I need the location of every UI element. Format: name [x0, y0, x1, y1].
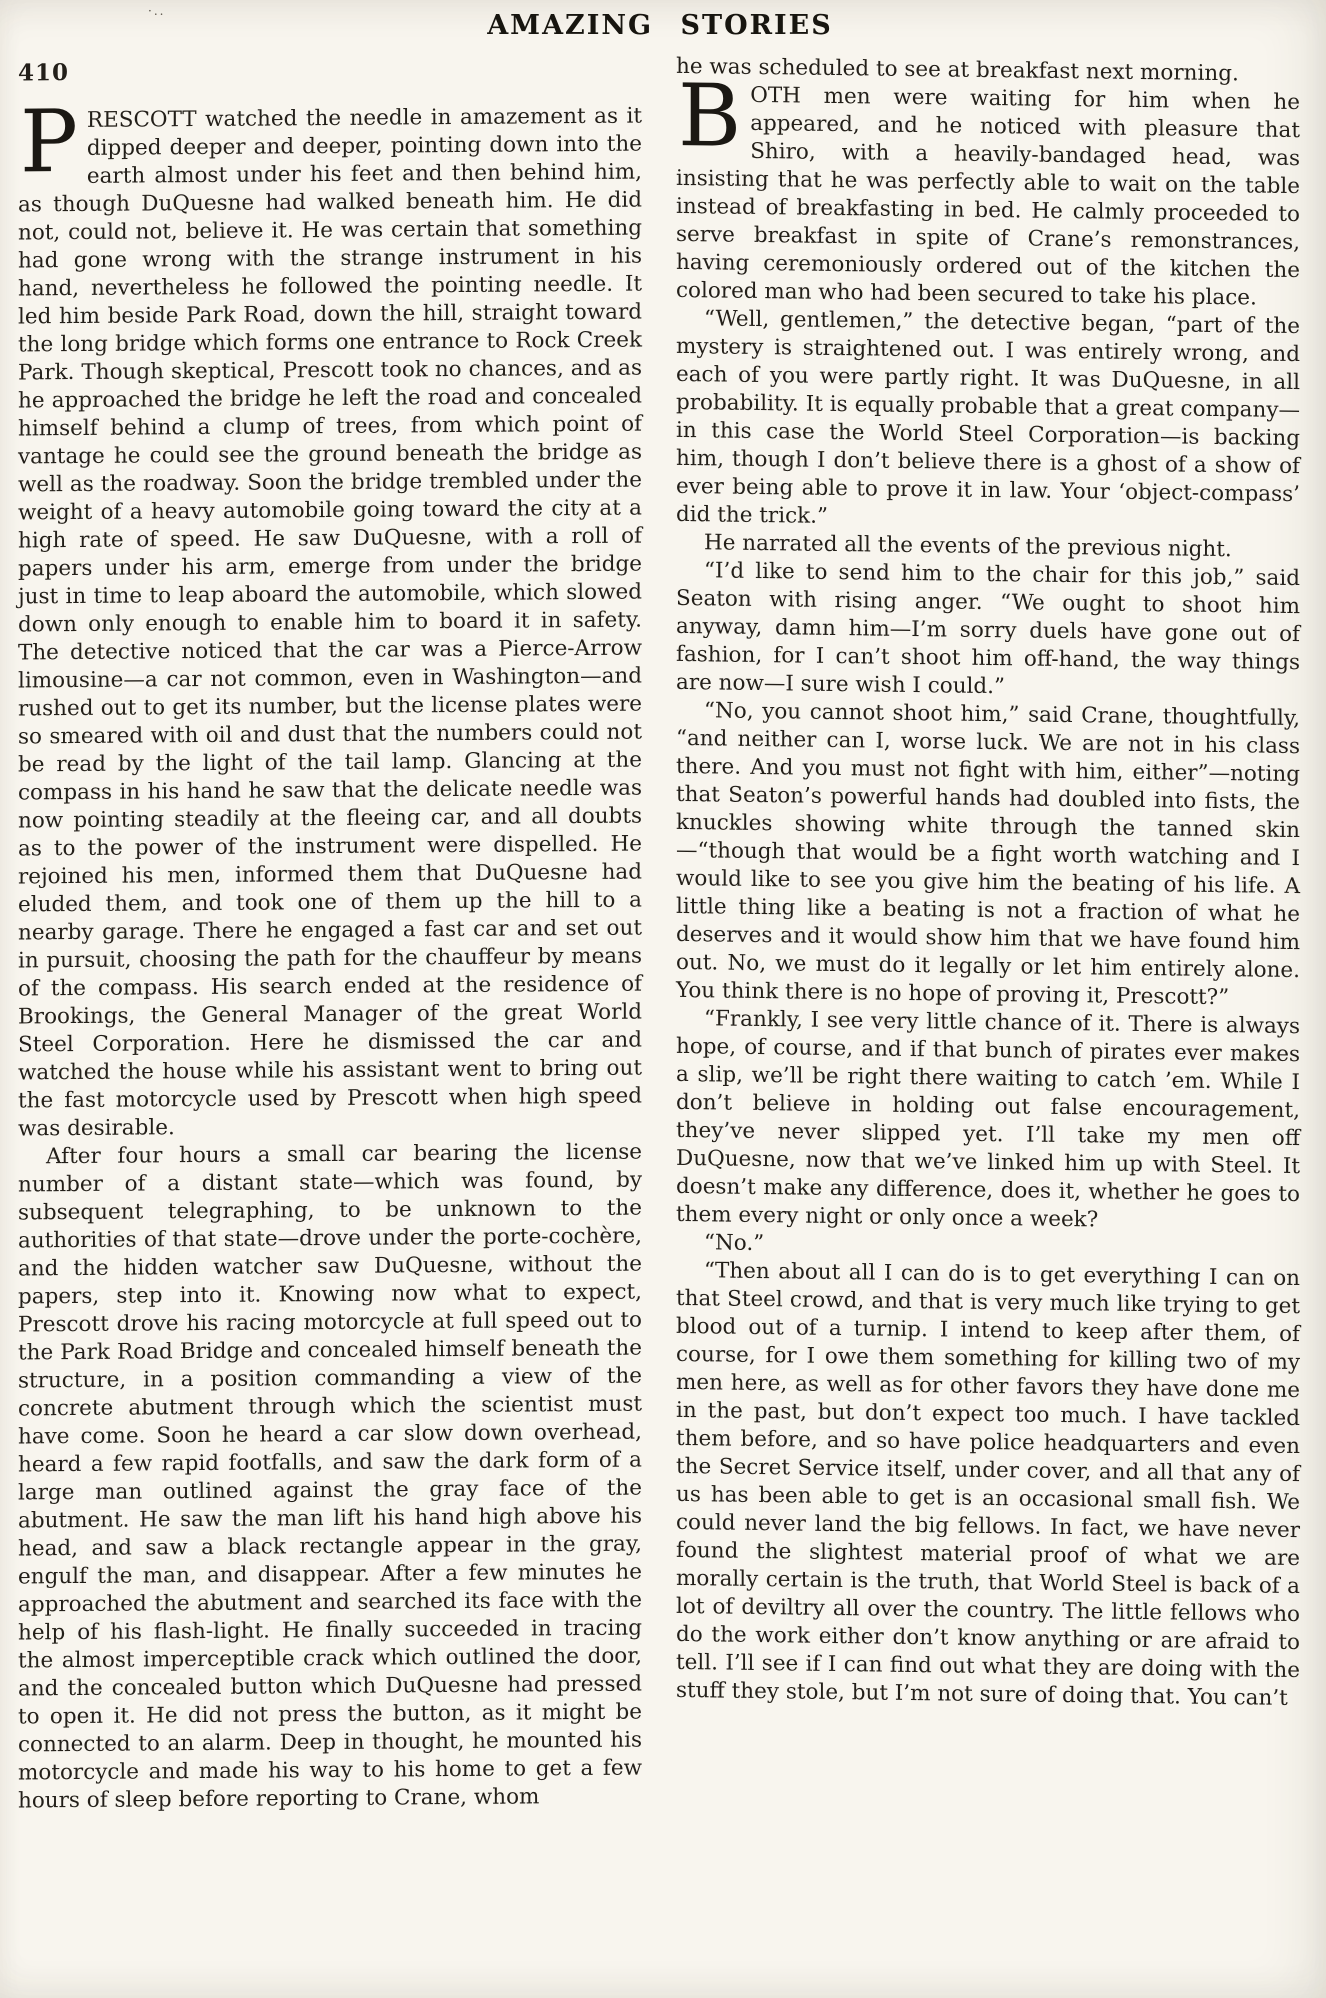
paragraph-text: “No, you cannot shoot him,” said Crane, thoughtfully, “and neither can I, worse luck. We are not in his class there. And you must not fight with him, either”—noting that Seaton’s powerful hands had doubled into fists, the knuckles showing white through the tanned skin—“though that would be a fight worth watching and I would like to see you give him the beating of his life. A little thing like a beating is not a fraction of what he deserves and it would show him that we have found him out. No, we must do it legally or let him entirely alone. You think there is no hope of proving it, Prescott?”	[676, 698, 1300, 1011]
paragraph	[18, 1139, 642, 1816]
paragraph-text: “I’d like to send him to the chair for this job,” said Seaton with rising anger. “We ought to shoot him anyway, damn him—I’m sorry duels have gone out of fashion, for I can’t shoot him off-hand, the way things are now—I sure wish I could.”	[676, 558, 1300, 700]
paragraph-text: OTH men were waiting for him when he appeared, and he noticed with pleasure that Shiro, with a heavily-bandaged head, was insisting that he was perfectly able to wait on the table instead of breakfasting in bed. He calmly proceeded to serve breakfast in spite of Crane’s remonstrances, having ceremoniously ordered out of the kitchen the colored man who had been secured to take his place.	[676, 82, 1300, 311]
paragraph-text: he was scheduled to see at breakfast next morning.	[676, 53, 1239, 87]
paragraph	[676, 1257, 1300, 1713]
drop-cap: B	[678, 65, 742, 167]
paragraph	[18, 91, 642, 1144]
paragraph-text: He narrated all the events of the previous night.	[704, 530, 1232, 563]
paragraph-text: After four hours a small car bearing the license number of a distant state—which was found, by subsequent telegraphing, to be unknown to the authorities of that state—drove under the porte-cochère, and the hidden watcher saw DuQuesne, without the papers, step into it. Knowing now what to expect, Prescott drove his racing motorcycle at full speed out to the Park Road Bridge and concealed himself beneath the structure, in a position commanding a view of the concrete abutment through which the scientist must have come. Soon he heard a car slow down overhead, heard a few rapid footfalls, and saw the dark form of a large man outlined against the gray face of the abutment. He saw the man lift his hand high above his head, and saw a black rectangle appear in the gray, engulf the man, and disappear. After a few minutes he approached the abutment and searched its face with the help of his flash-light. He finally succeeded in tracing the almost imperceptible crack which outlined the door, and the concealed button which DuQuesne had pressed to open it. He did not press the button, as it might be connected to an alarm. Deep in thought, he mounted his motorcycle and made his way to his home to get a few hours of sleep before reporting to Crane, whom	[18, 1139, 642, 1814]
left-column	[18, 41, 642, 1816]
paragraph-text: RESCOTT watched the needle in amazement as it dipped deeper and deeper, pointing down into the earth almost under his feet and then behind him, as though DuQuesne had walked beneath him. He did not, could not, believe it. He was certain that something had gone wrong with the strange instrument in his hand, nevertheless he followed the pointing needle. It led him beside Park Road, down the hill, straight toward the long bridge which forms one entrance to Rock Creek Park. Though skeptical, Prescott took no chances, and as he approached the bridge he left the road and concealed himself behind a clump of trees, from which point of vantage he could see the ground beneath the bridge as well as the roadway. Soon the bridge trembled under the weight of a heavy automobile going toward the city at a high rate of speed. He saw DuQuesne, with a roll of papers under his arm, emerge from under the bridge just in time to leap aboard the automobile, which slowed down only enough to enable him to board it in safety. The detective noticed that the car was a Pierce-Arrow limousine—a car not common, even in Washington—and rushed out to get its number, but the license plates were so smeared with oil and dust that the numbers could not be read by the light of the tail lamp. Glancing at the compass in his hand he saw that the delicate needle was now pointing steadily at the fleeing car, and all doubts as to the power of the instrument were dispelled. He rejoined his men, informed them that DuQuesne had eluded them, and took one of them up the hill to a nearby garage. There he engaged a fast car and set out in pursuit, choosing the path for the chauffeur by means of the compass. His search ended at the residence of Brookings, the General Manager of the great World Steel Corporation. Here he dismissed the car and watched the house while his assistant went to bring out the fast motorcycle used by Prescott when high speed was desirable.	[18, 103, 642, 1142]
paragraph-text: “No.”	[704, 1230, 765, 1257]
right-column	[676, 53, 1300, 1817]
paragraph	[676, 557, 1300, 705]
paragraph-text: “Frankly, I see very little chance of it. There is always hope, of course, and if that bunch of pirates ever makes a slip, we’ll be right there waiting to catch ’em. While I don’t believe in holding out false encouragement, they’ve never slipped yet. I’ll take my men off DuQuesne, now that we’ve linked him up with Steel. It doesn’t make any difference, does it, whether he goes to them every night or only once a week?	[676, 1006, 1300, 1233]
text-columns	[14, 41, 1306, 1813]
magazine-title: AMAZING STORIES	[487, 10, 833, 41]
paragraph	[676, 1005, 1300, 1237]
page-number: 410	[18, 59, 70, 87]
paragraph	[676, 697, 1300, 1013]
drop-cap: P	[20, 91, 78, 193]
paragraph-text: “Then about all I can do is to get everything I can on that Steel crowd, and that is very much like trying to get blood out of a turnip. I intend to keep after them, of course, for I owe them something for killing two of my men here, as well as for other favors they have done me in the past, but don’t expect too much. I have tackled them before, and so have police headquarters and even the Secret Service itself, under cover, and all that any of us has been able to get is an occasional small fish. We could never land the big fellows. In fact, we have never found the slightest material proof of what we are morally certain is the truth, that World Steel is back of a lot of deviltry all over the country. The little fellows who do the work either don’t know anything or are afraid to tell. I’ll see if I can find out what they are doing with the stuff they stole, but I’m not sure of doing that. You can’t	[676, 1258, 1300, 1711]
paragraph	[676, 305, 1300, 537]
paragraph-text: “Well, gentlemen,” the detective began, “part of the mystery is straightened out. I was entirely wrong, and each of you were partly right. It was DuQuesne, in all probability. It is equally probable that a great company—in this case the World Steel Corporation—is backing him, though I don’t believe there is a ghost of a show of ever being able to prove it in law. Your ‘object-compass’ did the trick.”	[676, 306, 1300, 529]
scan-artifact: ·..	[148, 4, 166, 18]
